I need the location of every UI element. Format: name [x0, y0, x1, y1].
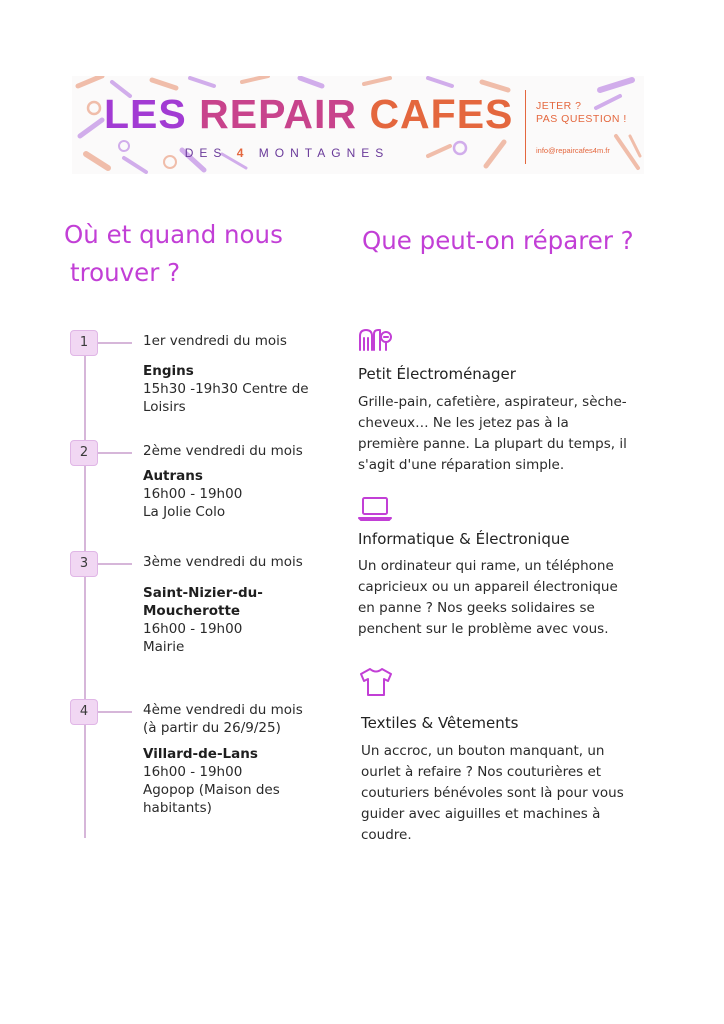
category-text: Un ordinateur qui rame, un téléphone capricieux ou un appareil électronique en panne ? Nos geeks solidaires se penchent sur le problème avec vous. [358, 558, 618, 637]
step-connector [98, 342, 132, 344]
banner-slogan-line: JETER ? [536, 100, 582, 112]
category-title: Informatique & Électronique [358, 530, 570, 548]
step-details: 16h00 - 19h00 Mairie [143, 621, 243, 655]
laptop-icon [358, 496, 392, 522]
step-number-badge: 3 [70, 551, 98, 577]
step-when: 4ème vendredi du mois (à partir du 26/9/25) [143, 702, 303, 736]
repairs-heading: Que peut-on réparer ? [362, 226, 634, 255]
banner-subtitle-text: MONTAGNES [258, 146, 390, 160]
appliance-icon [358, 328, 392, 352]
banner-title-word: LES [104, 91, 187, 137]
banner-subtitle-number: 4 [236, 146, 250, 160]
banner-title-word: REPAIR [199, 91, 358, 137]
step-details: 15h30 -19h30 Centre de Loisirs [143, 381, 309, 415]
tshirt-icon [358, 667, 394, 697]
step-place: Engins [143, 363, 194, 379]
step-place: Autrans [143, 468, 203, 484]
step-number-badge: 2 [70, 440, 98, 466]
category-title: Textiles & Vêtements [361, 714, 519, 732]
banner-title [104, 92, 513, 136]
step-connector [98, 452, 132, 454]
category-text: Grille-pain, cafetière, aspirateur, sèche-cheveux… Ne les jetez pas à la première panne. La plupart du temps, il s'agit d'une réparation simple. [358, 394, 627, 473]
where-when-heading [64, 216, 314, 292]
step-number-badge: 1 [70, 330, 98, 356]
banner-slogan [536, 100, 636, 126]
step-details: 16h00 - 19h00 Agopop (Maison des habitants) [143, 764, 280, 816]
banner-subtitle-text: DES [184, 146, 228, 160]
banner-subtitle [72, 146, 502, 160]
step-number-badge: 4 [70, 699, 98, 725]
step-place: Villard-de-Lans [143, 746, 258, 762]
category-title: Petit Électroménager [358, 365, 516, 383]
timeline-line [84, 342, 86, 838]
banner-divider [525, 90, 526, 164]
step-connector [98, 711, 132, 713]
where-when-heading-line: trouver ? [70, 258, 181, 287]
step-place: Saint-Nizier-du-Moucherotte [143, 585, 263, 619]
category-text: Un accroc, un bouton manquant, un ourlet à refaire ? Nos couturières et couturiers bénévoles sont là pour vous guider avec aiguilles et machines à coudre. [361, 743, 624, 843]
step-when: 2ème vendredi du mois [143, 443, 303, 459]
step-when: 1er vendredi du mois [143, 333, 287, 349]
where-when-heading-line: Où et quand nous [64, 220, 283, 249]
step-details: 16h00 - 19h00 La Jolie Colo [143, 486, 243, 520]
banner-title-word: CAFES [369, 91, 514, 137]
banner-slogan-line: PAS QUESTION ! [536, 113, 627, 125]
header-banner [72, 76, 644, 174]
step-connector [98, 563, 132, 565]
banner-email: info@repaircafes4m.fr [536, 146, 610, 155]
step-when: 3ème vendredi du mois [143, 554, 303, 570]
